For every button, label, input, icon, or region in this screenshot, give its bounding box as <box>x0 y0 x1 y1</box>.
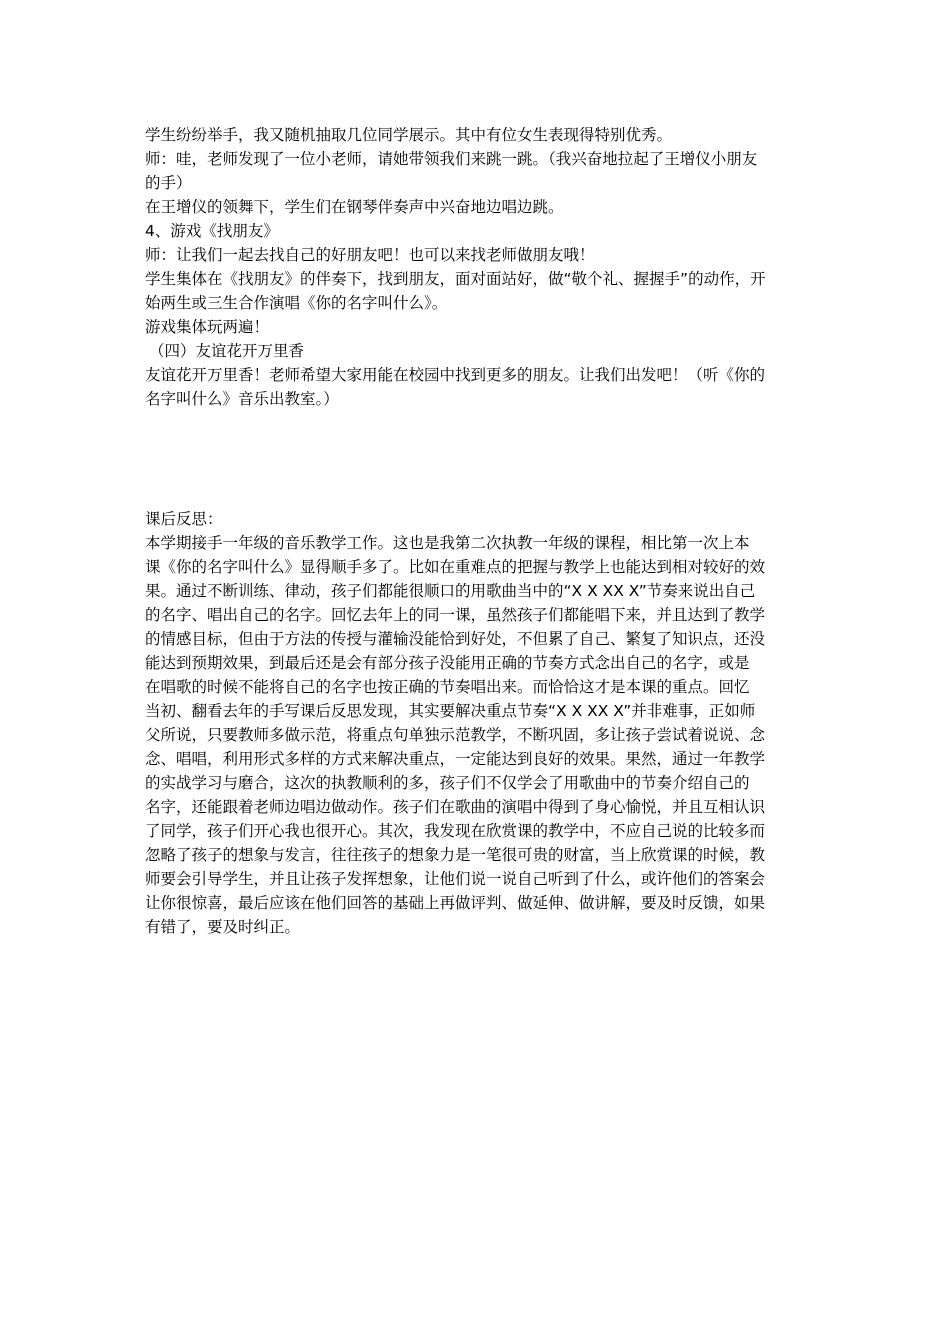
spacer <box>145 411 805 507</box>
paragraph-line: 师：哇，老师发现了一位小老师，请她带领我们来跳一跳。（我兴奋地拉起了王增仪小朋友 <box>145 150 758 168</box>
section-heading: （四）友谊花开万里香 <box>149 342 305 360</box>
paragraph-line: 的实战学习与磨合，这次的执教顺利的多，孩子们不仅学会了用歌曲中的节奏介绍自己的 <box>145 774 750 792</box>
paragraph-line: 忽略了孩子的想象与发言，往往孩子的想象力是一笔很可贵的财富，当上欣赏课的时候，教 <box>145 846 766 864</box>
paragraph-line: 始两生或三生合作演唱《你的名字叫什么》。 <box>145 294 448 312</box>
paragraph-line: 名字叫什么》音乐出教室。） <box>145 390 339 408</box>
paragraph-line: 父所说，只要教师多做示范，将重点句单独示范教学，不断巩固，多让孩子尝试着说说、念 <box>145 726 766 744</box>
paragraph-line: 的手） <box>145 174 192 192</box>
lesson-section <box>145 123 805 411</box>
paragraph-line: 的名字、唱出自己的名字。回忆去年上的同一课，虽然孩子们都能唱下来，并且达到了教学 <box>145 606 766 624</box>
section-heading: 4、游戏《找朋友》 <box>145 222 279 240</box>
paragraph-line: 当初、翻看去年的手写课后反思发现，其实要解决重点节奏“X X XX X”并非难事，正如师 <box>145 702 756 720</box>
paragraph-line: 能达到预期效果，到最后还是会有部分孩子没能用正确的节奏方式念出自己的名字，或是 <box>145 654 750 672</box>
paragraph-line: 了同学，孩子们开心我也很开心。其次，我发现在欣赏课的教学中，不应自己说的比较多而 <box>145 822 766 840</box>
paragraph-line: 果。通过不断训练、律动，孩子们都能很顺口的用歌曲当中的“X X XX X”节奏来说出自己 <box>145 582 756 600</box>
paragraph-line: 师要会引导学生，并且让孩子发挥想象，让他们说一说自己听到了什么，或许他们的答案会 <box>145 870 766 888</box>
reflection-heading: 课后反思： <box>145 510 223 528</box>
paragraph-line: 学生集体在《找朋友》的伴奏下，找到朋友，面对面站好，做“敬个礼、握握手”的动作，开 <box>145 270 766 288</box>
paragraph-line: 本学期接手一年级的音乐教学工作。这也是我第二次执教一年级的课程，相比第一次上本 <box>145 534 750 552</box>
paragraph-line: 友谊花开万里香！老师希望大家用能在校园中找到更多的朋友。让我们出发吧！（听《你的 <box>145 366 766 384</box>
paragraph-line: 的情感目标，但由于方法的传授与灌输没能恰到好处，不但累了自己、繁复了知识点，还没 <box>145 630 766 648</box>
reflection-section <box>145 507 805 939</box>
paragraph-line: 在唱歌的时候不能将自己的名字也按正确的节奏唱出来。而恰恰这才是本课的重点。回忆 <box>145 678 750 696</box>
paragraph-line: 师：让我们一起去找自己的好朋友吧！也可以来找老师做朋友哦！ <box>145 246 595 264</box>
paragraph-line: 让你很惊喜，最后应该在他们回答的基础上再做评判、做延伸、做讲解，要及时反馈，如果 <box>145 894 766 912</box>
paragraph-line: 游戏集体玩两遍！ <box>145 318 270 336</box>
paragraph-line: 名字，还能跟着老师边唱边做动作。孩子们在歌曲的演唱中得到了身心愉悦，并且互相认识 <box>145 798 766 816</box>
paragraph-line: 有错了，要及时纠正。 <box>145 918 301 936</box>
document-body <box>145 123 805 939</box>
paragraph-line: 在王增仪的领舞下，学生们在钢琴伴奏声中兴奋地边唱边跳。 <box>145 198 564 216</box>
paragraph-line: 学生纷纷举手，我又随机抽取几位同学展示。其中有位女生表现得特别优秀。 <box>145 126 673 144</box>
paragraph-line: 课《你的名字叫什么》显得顺手多了。比如在重难点的把握与教学上也能达到相对较好的效 <box>145 558 766 576</box>
paragraph-line: 念、唱唱，利用形式多样的方式来解决重点，一定能达到良好的效果。果然，通过一年教学 <box>145 750 766 768</box>
